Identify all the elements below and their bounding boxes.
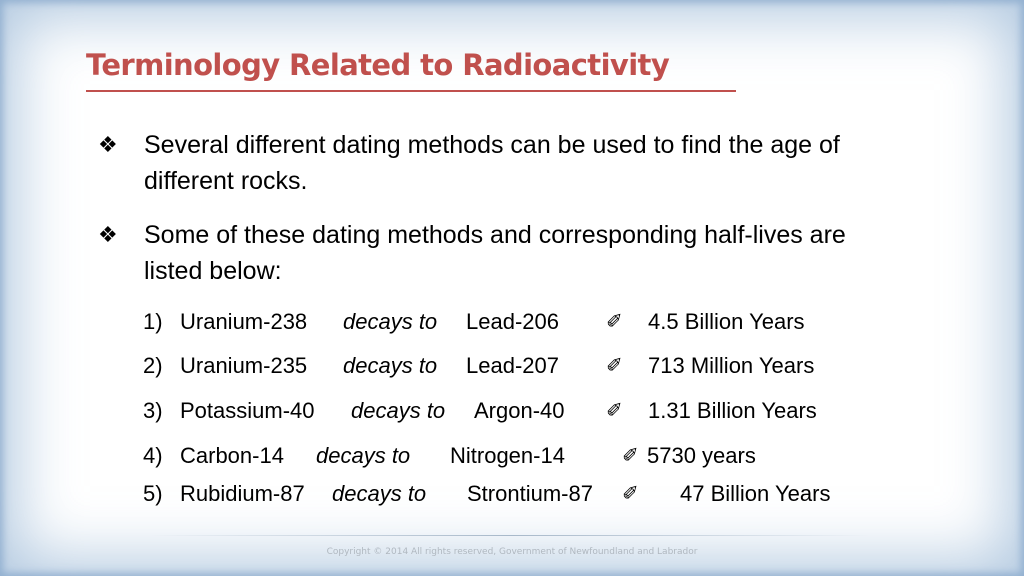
method-row (0, 443, 1024, 469)
footer-divider (150, 535, 870, 536)
copyright-footer: Copyright © 2014 All rights reserved, Government of Newfoundland and Labrador (326, 547, 698, 557)
daughter-isotope: Lead-207 (466, 353, 559, 378)
pencil-icon: ✐ (606, 311, 623, 333)
method-number: 3) (143, 398, 163, 423)
daughter-isotope: Lead-206 (466, 309, 559, 334)
method-row (0, 309, 1024, 335)
parent-isotope: Rubidium-87 (180, 481, 305, 506)
method-number: 5) (143, 481, 163, 506)
daughter-isotope: Nitrogen-14 (450, 443, 565, 468)
parent-isotope: Uranium-235 (180, 353, 308, 378)
pencil-icon: ✐ (622, 445, 639, 467)
half-life: 47 Billion Years (680, 481, 831, 506)
decays-to-label: decays to (332, 481, 427, 506)
method-number: 1) (143, 309, 163, 334)
parent-isotope: Carbon-14 (180, 443, 284, 468)
pencil-icon: ✐ (606, 400, 623, 422)
title-underline (86, 90, 736, 92)
method-row (0, 481, 1024, 507)
parent-isotope: Potassium-40 (180, 398, 315, 423)
half-life: 4.5 Billion Years (648, 309, 805, 334)
pencil-icon: ✐ (622, 483, 639, 505)
half-life: 713 Million Years (648, 353, 815, 378)
daughter-isotope: Argon-40 (474, 398, 565, 423)
bullet-text: Several different dating methods can be used to find the age of different rocks. (144, 131, 840, 195)
half-life: 5730 years (647, 443, 756, 468)
method-number: 2) (143, 353, 163, 378)
diamond-bullet-icon: ❖ (98, 132, 118, 157)
method-number: 4) (143, 443, 163, 468)
method-row (0, 398, 1024, 424)
slide-title: Terminology Related to Radioactivity (86, 48, 670, 82)
pencil-icon: ✐ (606, 355, 623, 377)
decays-to-label: decays to (316, 443, 411, 468)
diamond-bullet-icon: ❖ (98, 222, 118, 247)
decays-to-label: decays to (351, 398, 446, 423)
daughter-isotope: Strontium-87 (467, 481, 593, 506)
bullet-text: Some of these dating methods and corresponding half-lives are listed below: (144, 221, 846, 285)
method-row (0, 353, 1024, 379)
half-life: 1.31 Billion Years (648, 398, 817, 423)
decays-to-label: decays to (343, 309, 438, 334)
decays-to-label: decays to (343, 353, 438, 378)
parent-isotope: Uranium-238 (180, 309, 308, 334)
